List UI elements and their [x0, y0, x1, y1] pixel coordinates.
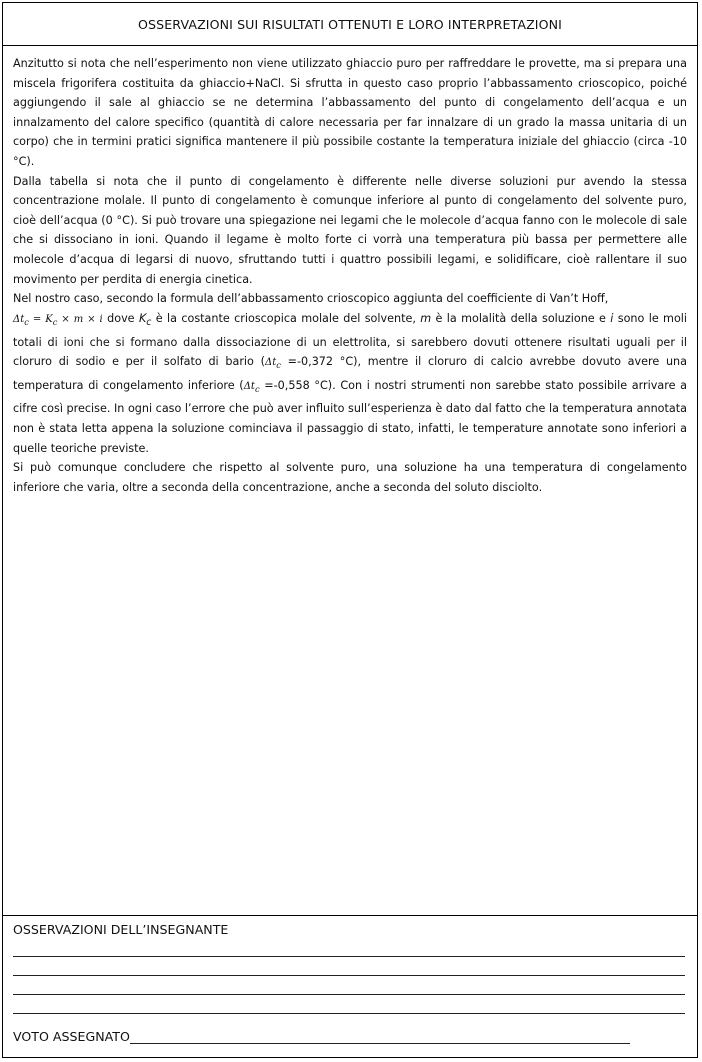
grade-line[interactable]	[130, 1030, 630, 1044]
observations-text	[3, 45, 697, 915]
vant-hoff-formula: $\Delta t_c = K_c \times m \times i$	[13, 313, 103, 327]
section-title	[3, 3, 697, 46]
delta-t-sodium: $\Delta t_c$	[264, 357, 281, 371]
m-symbol: m	[420, 311, 432, 325]
delta-t-calcium: $\Delta t_c$	[243, 380, 260, 394]
paragraph-4: Si può comunque concludere che rispetto al solvente puro, una soluzione ha una temperatura di congelamento inferiore che varia, oltre a seconda della concentrazione, anche a seconda del soluto disciolto.	[13, 461, 687, 494]
section-title-text: OSSERVAZIONI SUI RISULTATI OTTENUTI E LORO INTERPRETAZIONI	[138, 16, 562, 32]
grade-row	[13, 1026, 687, 1044]
teacher-section	[3, 915, 697, 1057]
kc-symbol: $K_c$	[138, 311, 152, 328]
comment-line-4[interactable]	[13, 995, 685, 1014]
comment-line-1[interactable]	[13, 938, 685, 957]
paragraph-1: Anzitutto si nota che nell’esperimento non viene utilizzato ghiaccio puro per raffreddare le provette, ma si prepara una miscela frigorifera costituita da ghiaccio+NaCl. Si sfrutta in questo caso proprio l’abbassamento crioscopico, poiché aggiungendo il sale al ghiaccio se ne determina l’abbassamento del punto di congelamento dell’acqua e un innalzamento del calore specifico (quantità di calore necessaria per far innalzare di un grado la massa unitaria di un corpo) che in termini pratici significa mantenere il più possibile costante la temperatura iniziale del ghiaccio (circa -10 °C).	[13, 57, 687, 168]
teacher-heading: OSSERVAZIONI DELL’INSEGNANTE	[13, 922, 229, 937]
paragraph-3: Nel nostro caso, secondo la formula dell’abbassamento crioscopico aggiunta del coefficiente di Van’t Hoff, $\Delta t_c = K_c \times m \times i$ dove $K_c$ è la costante crioscopica molale del solvente, m è la molalità della soluzione e i sono le moli totali di ioni che si formano dalla dissociazione di un elettrolita, si sarebbero dovuti ottenere risultati uguali per il cloruro di sodio e per il solfato di bario ($\Delta t_c =-0,372$ °C), mentre il cloruro di calcio avrebbe dovuto avere una temperatura di congelamento inferiore ($\Delta t_c =-0,558$ °C). Con i nostri strumenti non sarebbe stato possibile arrivare a cifre così precise. In ogni caso l’errore che può aver influito sull’esperienza è dato dal fatto che la temperatura annotata non è stata letta appena la soluzione cominciava il passaggio di stato, infatti, le temperature annotate sono inferiori a quelle teoriche previste.	[13, 292, 688, 455]
report-sheet	[2, 2, 698, 1058]
comment-line-2[interactable]	[13, 957, 685, 976]
i-symbol: i	[610, 311, 614, 325]
paragraph-2: Dalla tabella si nota che il punto di congelamento è differente nelle diverse soluzioni pur avendo la stessa concentrazione molale. Il punto di congelamento è comunque inferiore al punto di congelamento del solvente puro, cioè dell’acqua (0 °C). Si può trovare una spiegazione nei legami che le molecole d’acqua fanno con le molecole di sale che si dissociano in ioni. Quando il legame è molto forte ci vorrà una temperatura più bassa per permettere alle molecole d’acqua di legarsi di nuovo, sfruttando tutti i quattro possibili legami, e solidificare, cioè rallentare il suo movimento per perdita di energia cinetica.	[13, 174, 687, 286]
comment-line-3[interactable]	[13, 976, 685, 995]
paragraph-3-intro: Nel nostro caso, secondo la formula dell’abbassamento crioscopico aggiunta del coefficiente di Van’t Hoff,	[13, 292, 609, 306]
grade-label: VOTO ASSEGNATO	[13, 1029, 130, 1044]
